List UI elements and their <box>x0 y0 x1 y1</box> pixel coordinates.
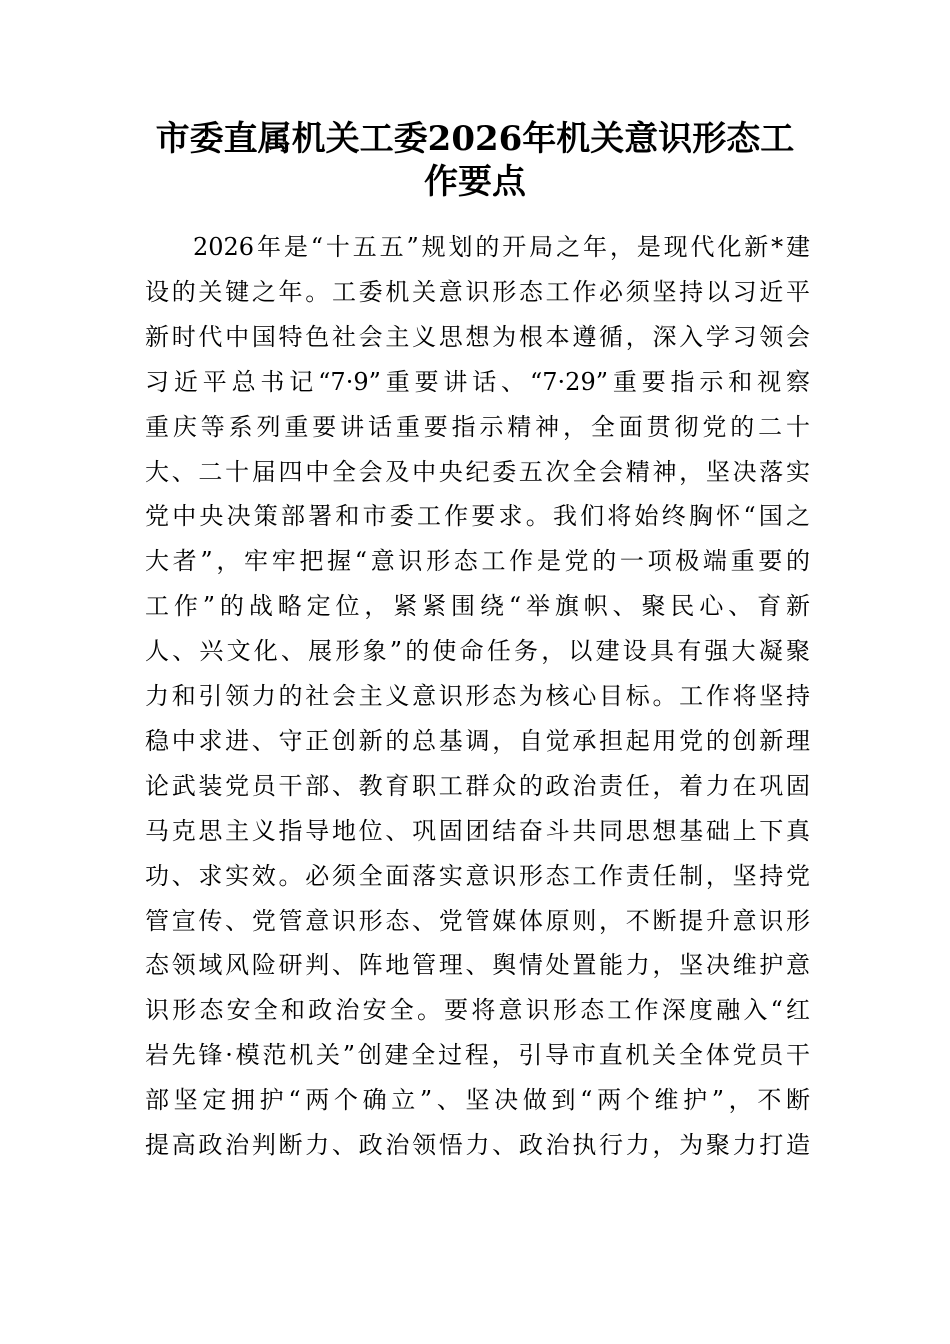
paragraph-line: 稳中求进、守正创新的总基调，自觉承担起用党的创新理 <box>145 726 810 755</box>
paragraph-line: 工作”的战略定位，紧紧围绕“举旗帜、聚民心、育新 <box>145 592 810 621</box>
paragraph-line: 岩先锋·模范机关”创建全过程，引导市直机关全体党员干 <box>145 1041 810 1070</box>
paragraph-line: 重庆等系列重要讲话重要指示精神，全面贯彻党的二十 <box>145 412 810 441</box>
paragraph-line: 人、兴文化、展形象”的使命任务，以建设具有强大凝聚 <box>145 637 810 666</box>
document-title-line-1: 市委直属机关工委2026年机关意识形态工 <box>155 119 795 159</box>
paragraph-line: 大者”，牢牢把握“意识形态工作是党的一项极端重要的 <box>145 547 810 576</box>
paragraph-line: 马克思主义指导地位、巩固团结奋斗共同思想基础上下真 <box>145 816 810 845</box>
paragraph-line: 大、二十届四中全会及中央纪委五次全会精神，坚决落实 <box>145 457 810 486</box>
paragraph-line: 管宣传、党管意识形态、党管媒体原则，不断提升意识形 <box>145 906 810 935</box>
paragraph-line: 党中央决策部署和市委工作要求。我们将始终胸怀“国之 <box>145 502 810 531</box>
paragraph-line: 论武装党员干部、教育职工群众的政治责任，着力在巩固 <box>145 771 810 800</box>
paragraph-line: 习近平总书记“7·9”重要讲话、“7·29”重要指示和视察 <box>145 367 810 396</box>
paragraph-line: 态领域风险研判、阵地管理、舆情处置能力，坚决维护意 <box>145 951 810 980</box>
paragraph-line: 功、求实效。必须全面落实意识形态工作责任制，坚持党 <box>145 861 810 890</box>
paragraph-line: 设的关键之年。工委机关意识形态工作必须坚持以习近平 <box>145 277 810 306</box>
paragraph-line: 部坚定拥护“两个确立”、坚决做到“两个维护”，不断 <box>145 1086 810 1115</box>
document-title-line-2: 作要点 <box>424 162 526 202</box>
paragraph-line: 提高政治判断力、政治领悟力、政治执行力，为聚力打造 <box>145 1131 810 1159</box>
paragraph-line: 识形态安全和政治安全。要将意识形态工作深度融入“红 <box>145 996 810 1025</box>
paragraph-line: 力和引领力的社会主义意识形态为核心目标。工作将坚持 <box>145 682 810 710</box>
paragraph-line: 新时代中国特色社会主义思想为根本遵循，深入学习领会 <box>145 322 810 351</box>
paragraph-line: 2026年是“十五五”规划的开局之年，是现代化新*建 <box>193 233 810 261</box>
